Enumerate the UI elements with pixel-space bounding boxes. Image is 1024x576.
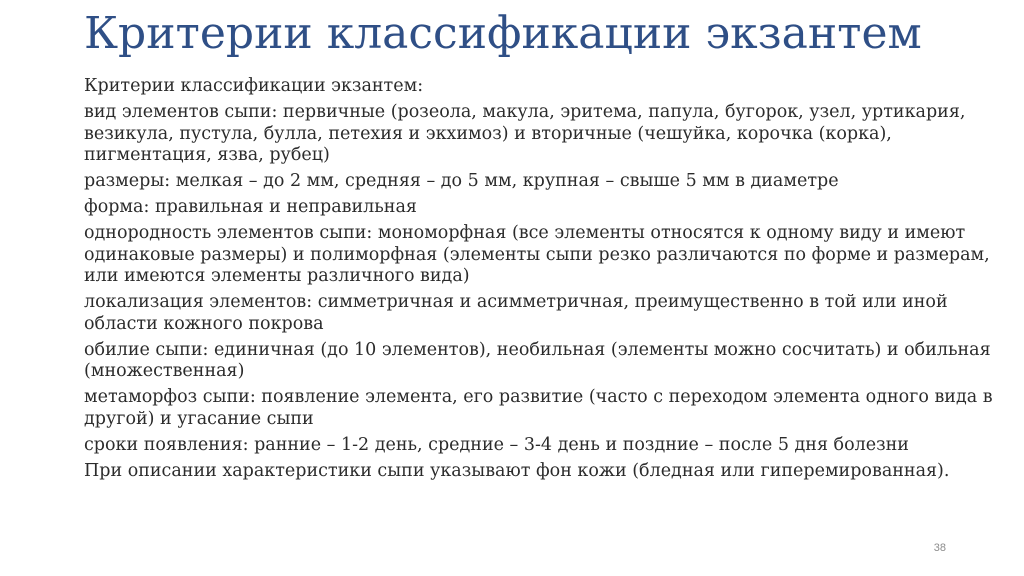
body-paragraph: размеры: мелкая – до 2 мм, средняя – до 5 мм, крупная – свыше 5 мм в диаметре [84,171,839,191]
body-paragraph: При описании характеристики сыпи указывают фон кожи (бледная или гиперемированная). [84,460,950,481]
body-paragraph: форма: правильная и неправильная [84,197,417,217]
body-paragraph: сроки появления: ранние – 1-2 день, средние – 3-4 день и поздние – после 5 дня болезни [84,434,909,455]
body-paragraph: метаморфоз сыпи: появление элемента, его развитие (часто с переходом элемента одного вида в другой) и угасание сыпи [84,387,993,429]
slide-body [84,76,1014,487]
body-paragraph: вид элементов сыпи: первичные (розеола, макула, эритема, папула, бугорок, узел, уртикария, везикула, пустула, булла, петехия и экхимоз) и вторичные (чешуйка, корочка (корка), пигментация, язва, рубец) [84,102,966,165]
page-number: 38 [933,542,946,554]
body-paragraph: обилие сыпи: единичная (до 10 элементов), необильная (элементы можно сосчитать) и обильная (множественная) [84,339,991,381]
body-paragraph: однородность элементов сыпи: мономорфная (все элементы относятся к одному виду и имеют одинаковые размеры) и полиморфная (элементы сыпи резко различаются по форме и размерам, или имеются элементы различного вида) [84,223,990,286]
body-paragraph: локализация элементов: симметричная и асимметричная, преимущественно в той или иной области кожного покрова [84,292,948,334]
body-paragraph: Критерии классификации экзантем: [84,76,424,96]
slide-title: Критерии классификации экзантем [84,8,922,59]
